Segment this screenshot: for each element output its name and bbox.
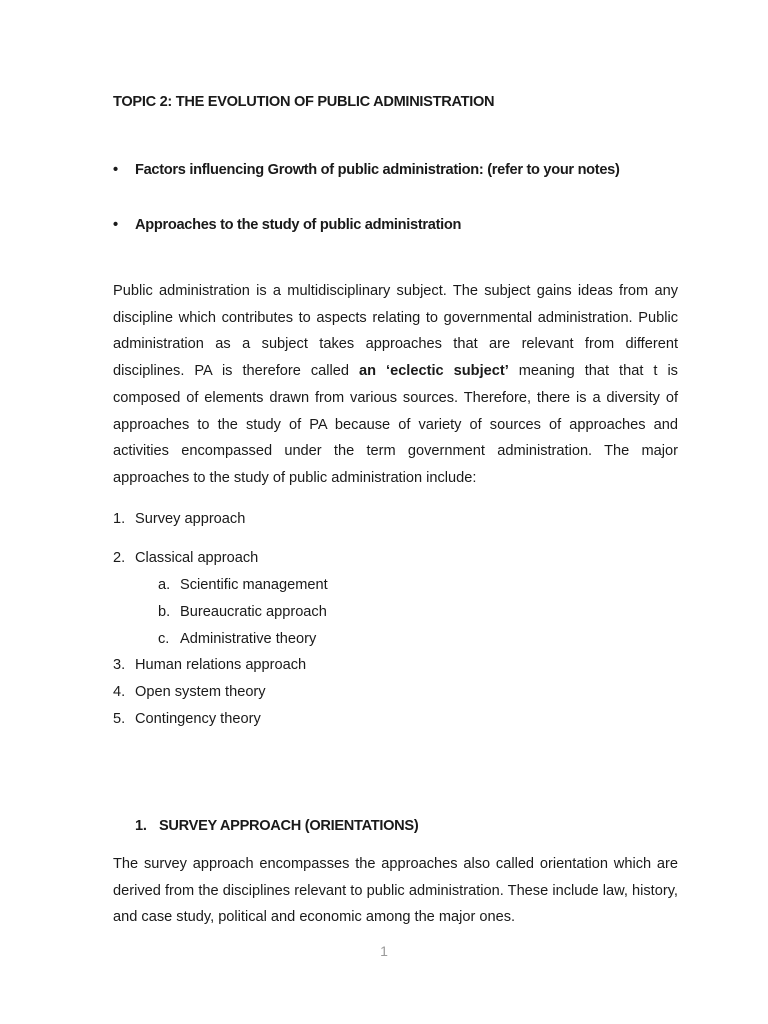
list-number: 2. [113, 550, 126, 566]
list-label: Survey approach [135, 511, 246, 527]
sub-list-label: Administrative theory [180, 631, 317, 647]
bullet-icon: • [113, 162, 118, 178]
intro-text-part2: meaning that that t is composed of elements drawn from various sources. Therefore, there is a diversity of approaches to the study of PA because of variety of sources of approaches and activities encompassed under the term government administration. The major approaches to the study of public administration include: [113, 363, 678, 486]
list-label: Classical approach [135, 550, 259, 566]
list-item [113, 684, 266, 700]
sub-list-item [158, 631, 316, 647]
list-label: Human relations approach [135, 657, 307, 673]
sub-list-letter: a. [158, 577, 171, 593]
list-label: Open system theory [135, 684, 266, 700]
list-label: Contingency theory [135, 711, 261, 727]
list-item [113, 550, 258, 566]
list-number: 4. [113, 684, 126, 700]
bullet-approaches [113, 217, 461, 233]
sub-list-letter: c. [158, 631, 170, 647]
section-heading [135, 818, 418, 834]
sub-list-item [158, 604, 327, 620]
list-item [113, 511, 245, 527]
list-number: 3. [113, 657, 126, 673]
bullet-approaches-text: Approaches to the study of public administration [135, 217, 462, 233]
intro-paragraph [113, 278, 678, 492]
sub-list-item [158, 577, 328, 593]
list-item [113, 711, 261, 727]
page-number: 1 [380, 943, 388, 959]
list-item [113, 657, 306, 673]
bullet-factors-text: Factors influencing Growth of public administration: (refer to your notes) [135, 162, 620, 178]
intro-text-part1: Public administration is a multidisciplinary subject. The subject gains ideas from any discipline which contributes to aspects relating to governmental administration. Public administration as a subject takes approaches that are relevant from different disciplines. PA is therefore called [113, 283, 678, 380]
intro-emphasis: an ‘eclectic subject’ [359, 363, 509, 380]
sub-list-label: Scientific management [180, 577, 328, 593]
list-number: 5. [113, 711, 126, 727]
section-paragraph: The survey approach encompasses the approaches also called orientation which are derived from the disciplines relevant to public administration. These include law, history, and case study, political and economic among the major ones. [113, 856, 678, 926]
list-number: 1. [113, 511, 126, 527]
bullet-factors [113, 162, 620, 178]
page-title: TOPIC 2: THE EVOLUTION OF PUBLIC ADMINISTRATION [113, 94, 495, 110]
sub-list-letter: b. [158, 604, 171, 620]
section-number: 1. [135, 818, 147, 834]
bullet-icon: • [113, 217, 118, 233]
sub-list-label: Bureaucratic approach [180, 604, 327, 620]
section-title: SURVEY APPROACH (ORIENTATIONS) [159, 818, 419, 834]
